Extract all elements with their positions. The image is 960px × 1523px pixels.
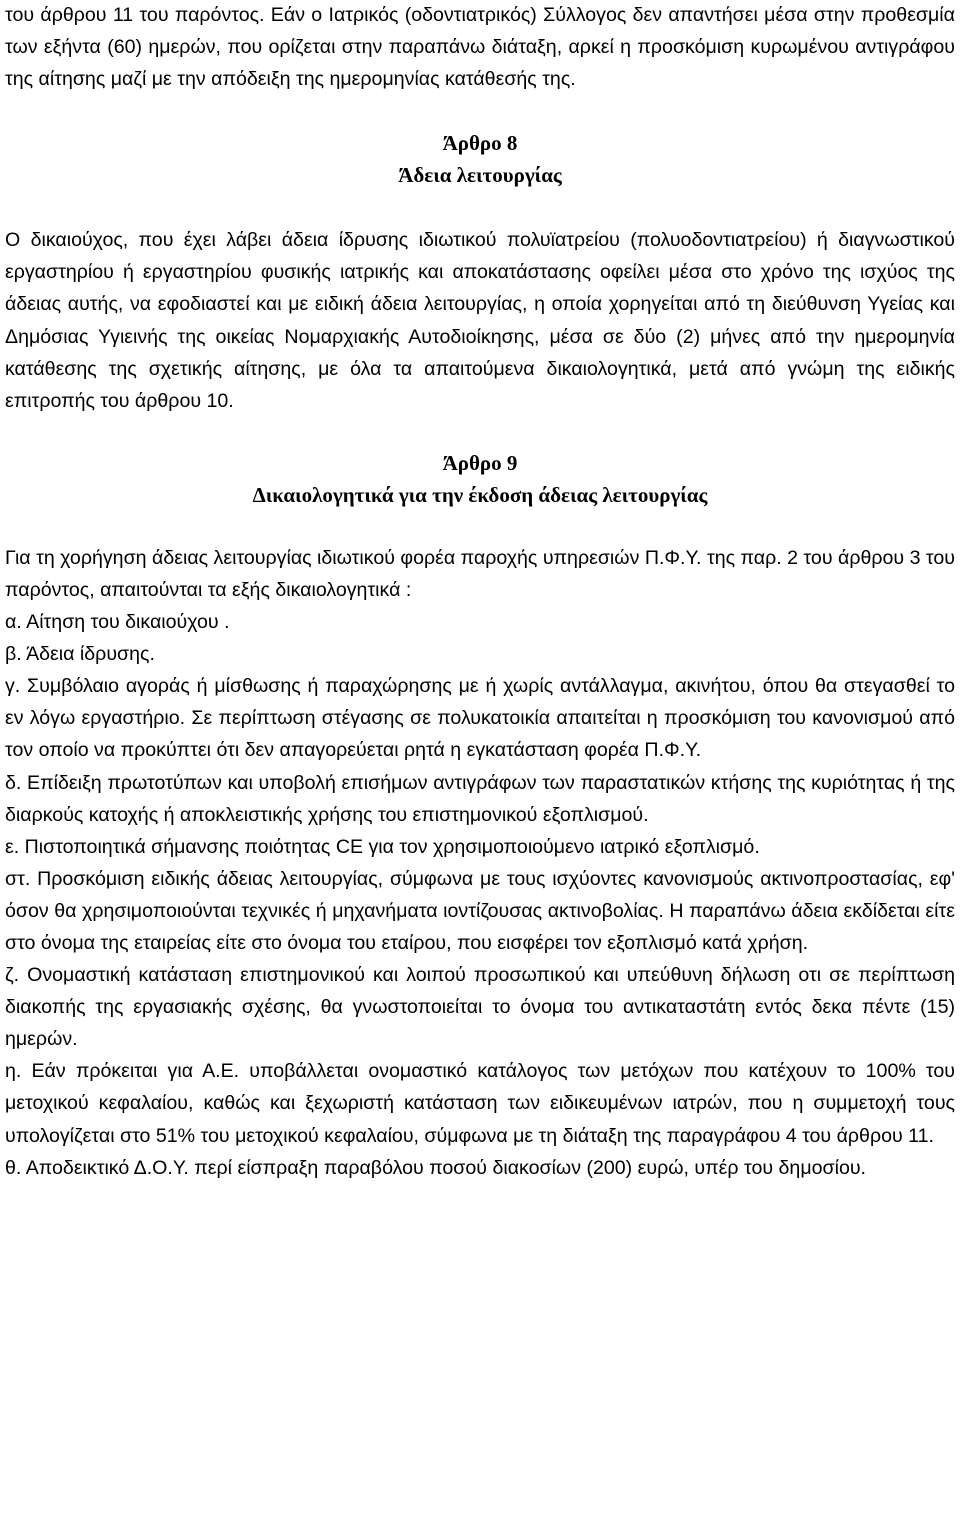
requirement-item-e: ε. Πιστοποιητικά σήμανσης ποιότητας CE για τον χρησιμοποιούμενο ιατρικό εξοπλισμό. — [5, 835, 760, 858]
intro-paragraph: του άρθρου 11 του παρόντος. Εάν ο Ιατρικός (οδοντιατρικός) Σύλλογος δεν απαντήσει μέσα στην προθεσμία των εξήντα (60) ημερών, που ορίζεται στην παραπάνω διάταξη, αρκεί η προσκόμιση κυρωμένου αντιγράφου της αίτησης μαζί με την απόδειξη της ημερομηνίας κατάθεσής της. — [5, 4, 955, 91]
requirement-item-c: γ. Συμβόλαιο αγοράς ή μίσθωσης ή παραχώρησης με ή χωρίς αντάλλαγμα, ακινήτου, όπου θα στεγασθεί το εν λόγω εργαστήριο. Σε περίπτωση στέγασης σε πολυκατοικία απαιτείται η προσκόμιση του κανονισμού από τον οποίο να προκύπτει ότι δεν απαγορεύεται ρητά η εγκατάσταση φορέα Π.Φ.Υ. — [5, 675, 955, 762]
requirement-item-z: ζ. Ονομαστική κατάσταση επιστημονικού και λοιπού προσωπικού και υπεύθυνη δήλωση οτι σε περίπτωση διακοπής της εργασιακής σχέσης, θα γνωστοποιείται το όνομα του αντικαταστάτη εντός δεκα πέντε (15) ημερών. — [5, 964, 955, 1051]
requirements-list — [5, 606, 955, 1184]
article-9-intro: Για τη χορήγηση άδειας λειτουργίας ιδιωτικού φορέα παροχής υπηρεσιών Π.Φ.Υ. της παρ. 2 του άρθρου 3 του παρόντος, απαιτούνται τα εξής δικαιολογητικά : — [5, 546, 955, 601]
document-page — [5, 0, 955, 1184]
requirement-item-st: στ. Προσκόμιση ειδικής άδειας λειτουργίας, σύμφωνα με τους ισχύοντες κανονισμούς ακτινοπροστασίας, εφ' όσον θα χρησιμοποιούνται τεχνικές ή μηχανήματα ιοντίζουσας ακτινοβολίας. Η παραπάνω άδεια εκδίδεται είτε στο όνομα της εταιρείας είτε στο όνομα του εταίρου, που εισφέρει τον εξοπλισμό κατά χρήση. — [5, 867, 955, 954]
article-9-subheading: Δικαιολογητικά για την έκδοση άδειας λειτουργίας — [252, 482, 708, 507]
article-8-subheading: Άδεια λειτουργίας — [398, 163, 562, 188]
requirement-item-th: θ. Αποδεικτικό Δ.Ο.Υ. περί είσπραξη παραβόλου ποσού διακοσίων (200) ευρώ, υπέρ του δημοσίου. — [5, 1156, 867, 1179]
article-9-heading: Άρθρο 9 — [442, 450, 518, 475]
requirement-item-b: β. Άδεια ίδρυσης. — [5, 643, 155, 666]
article-8-body: Ο δικαιούχος, που έχει λάβει άδεια ίδρυσης ιδιωτικού πολυϊατρείου (πολυοδοντιατρείου) ή διαγνωστικού εργαστηρίου ή εργαστηρίου φυσικής ιατρικής και αποκατάστασης οφείλει μέσα στο χρόνο της ισχύος της άδειας αυτής, να εφοδιαστεί και με ειδική άδεια λειτουργίας, η οποία χορηγείται από τη διεύθυνση Υγείας και Δημόσιας Υγιεινής της οικείας Νομαρχιακής Αυτοδιοίκησης, μέσα σε δύο (2) μήνες από την ημερομηνία κατάθεσης της σχετικής αίτησης, με όλα τα απαιτούμενα δικαιολογητικά, μετά από γνώμη της ειδικής επιτροπής του άρθρου 10. — [5, 229, 955, 412]
requirement-item-h: η. Εάν πρόκειται για Α.Ε. υποβάλλεται ονομαστικό κατάλογος των μετόχων που κατέχουν το 100% του μετοχικού κεφαλαίου, καθώς και ξεχωριστή κατάσταση των ειδικευμένων ιατρών, που η συμμετοχή τους υπολογίζεται στο 51% του μετοχικού κεφαλαίου, σύμφωνα με τη διάταξη της παραγράφου 4 του άρθρου 11. — [5, 1060, 955, 1147]
article-8-heading: Άρθρο 8 — [442, 131, 518, 156]
requirement-item-d: δ. Επίδειξη πρωτοτύπων και υποβολή επισήμων αντιγράφων των παραστατικών κτήσης της κυριότητας ή της διαρκούς κατοχής ή αποκλειστικής χρήσης του επιστημονικού εξοπλισμού. — [5, 771, 955, 826]
article-8-section — [5, 127, 955, 417]
requirement-item-a: α. Αίτηση του δικαιούχου . — [5, 611, 230, 634]
article-9-section — [5, 447, 955, 1184]
